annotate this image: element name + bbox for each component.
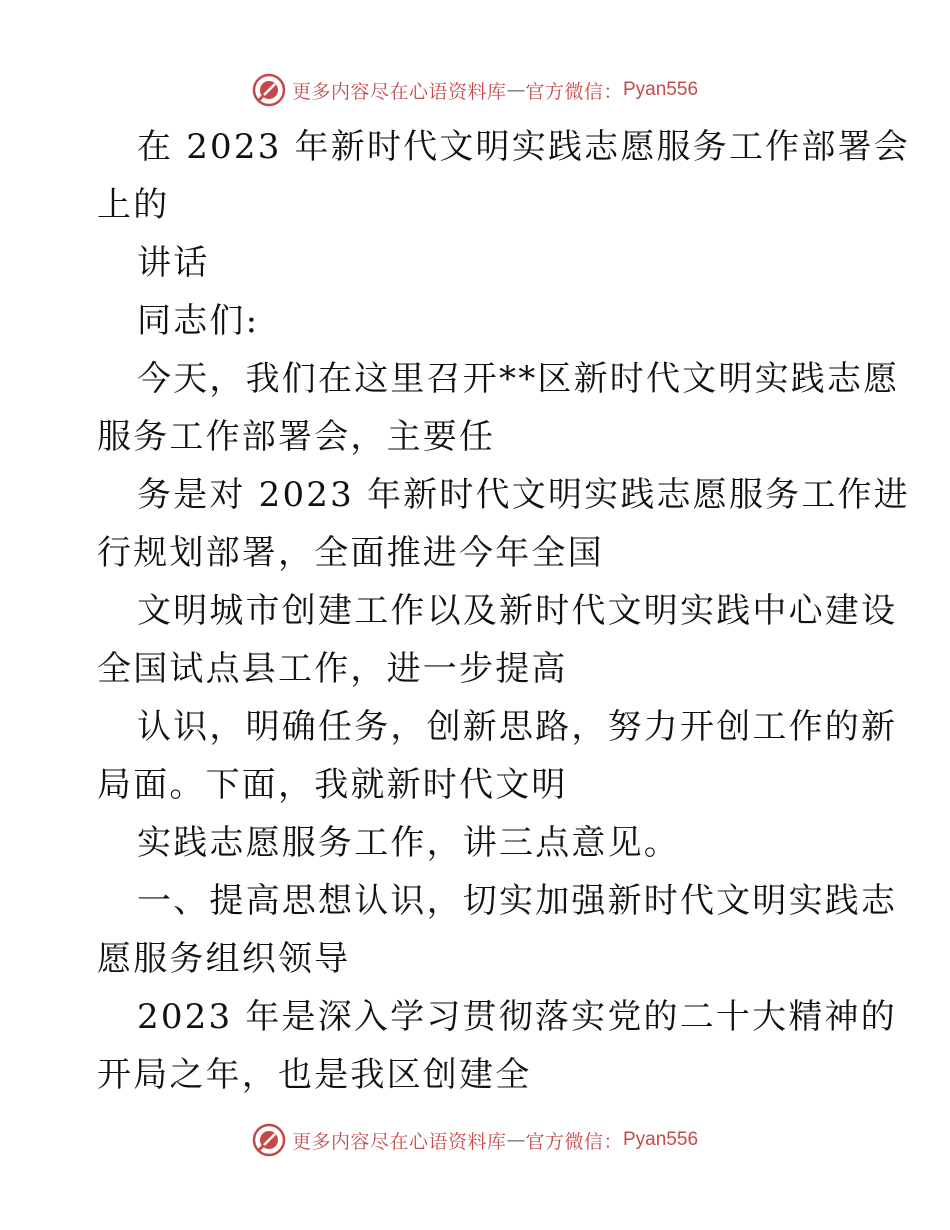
title-line-1: 在 2023 年新时代文明实践志愿服务工作部署会 [137, 127, 910, 167]
section-heading-line: 愿服务组织领导 [97, 939, 351, 979]
paragraph-line: 行规划部署，全面推进今年全国 [97, 533, 604, 573]
paragraph-line: 全国试点县工作，进一步提高 [97, 649, 568, 689]
paragraph-line: 服务工作部署会，主要任 [97, 417, 496, 457]
watermark-separator: — [506, 79, 526, 101]
paragraph-line: 务是对 2023 年新时代文明实践志愿服务工作进 [137, 475, 910, 515]
paragraph-line: 今天，我们在这里召开**区新时代文明实践志愿 [137, 359, 900, 399]
seal-logo-icon [252, 73, 286, 107]
salutation: 同志们: [137, 301, 260, 341]
paragraph-line: 认识，明确任务，创新思路，努力开创工作的新 [137, 707, 898, 747]
watermark-separator: — [506, 1129, 526, 1151]
footer-watermark [0, 1120, 950, 1160]
title-line-3: 讲话 [137, 243, 210, 283]
header-watermark [0, 70, 950, 110]
seal-logo-icon [252, 1123, 286, 1157]
paragraph-line: 2023 年是深入学习贯彻落实党的二十大精神的 [137, 997, 897, 1037]
watermark-wechat-handle: Pyan556 [623, 79, 699, 100]
paragraph-line: 实践志愿服务工作，讲三点意见。 [137, 823, 680, 863]
watermark-text: 更多内容尽在心语资料库 [291, 1130, 507, 1153]
section-heading-line: 一、提高思想认识，切实加强新时代文明实践志 [137, 881, 898, 921]
watermark-wechat-handle: Pyan556 [623, 1129, 699, 1150]
paragraph-line: 开局之年，也是我区创建全 [97, 1055, 532, 1095]
title-line-2: 上的 [97, 185, 170, 225]
paragraph-line: 文明城市创建工作以及新时代文明实践中心建设 [137, 591, 898, 631]
watermark-official-label: 官方微信： [525, 80, 623, 103]
watermark-text: 更多内容尽在心语资料库 [291, 80, 507, 103]
paragraph-line: 局面。下面，我就新时代文明 [97, 765, 568, 805]
watermark-official-label: 官方微信： [525, 1130, 623, 1153]
document-body [97, 118, 910, 1104]
